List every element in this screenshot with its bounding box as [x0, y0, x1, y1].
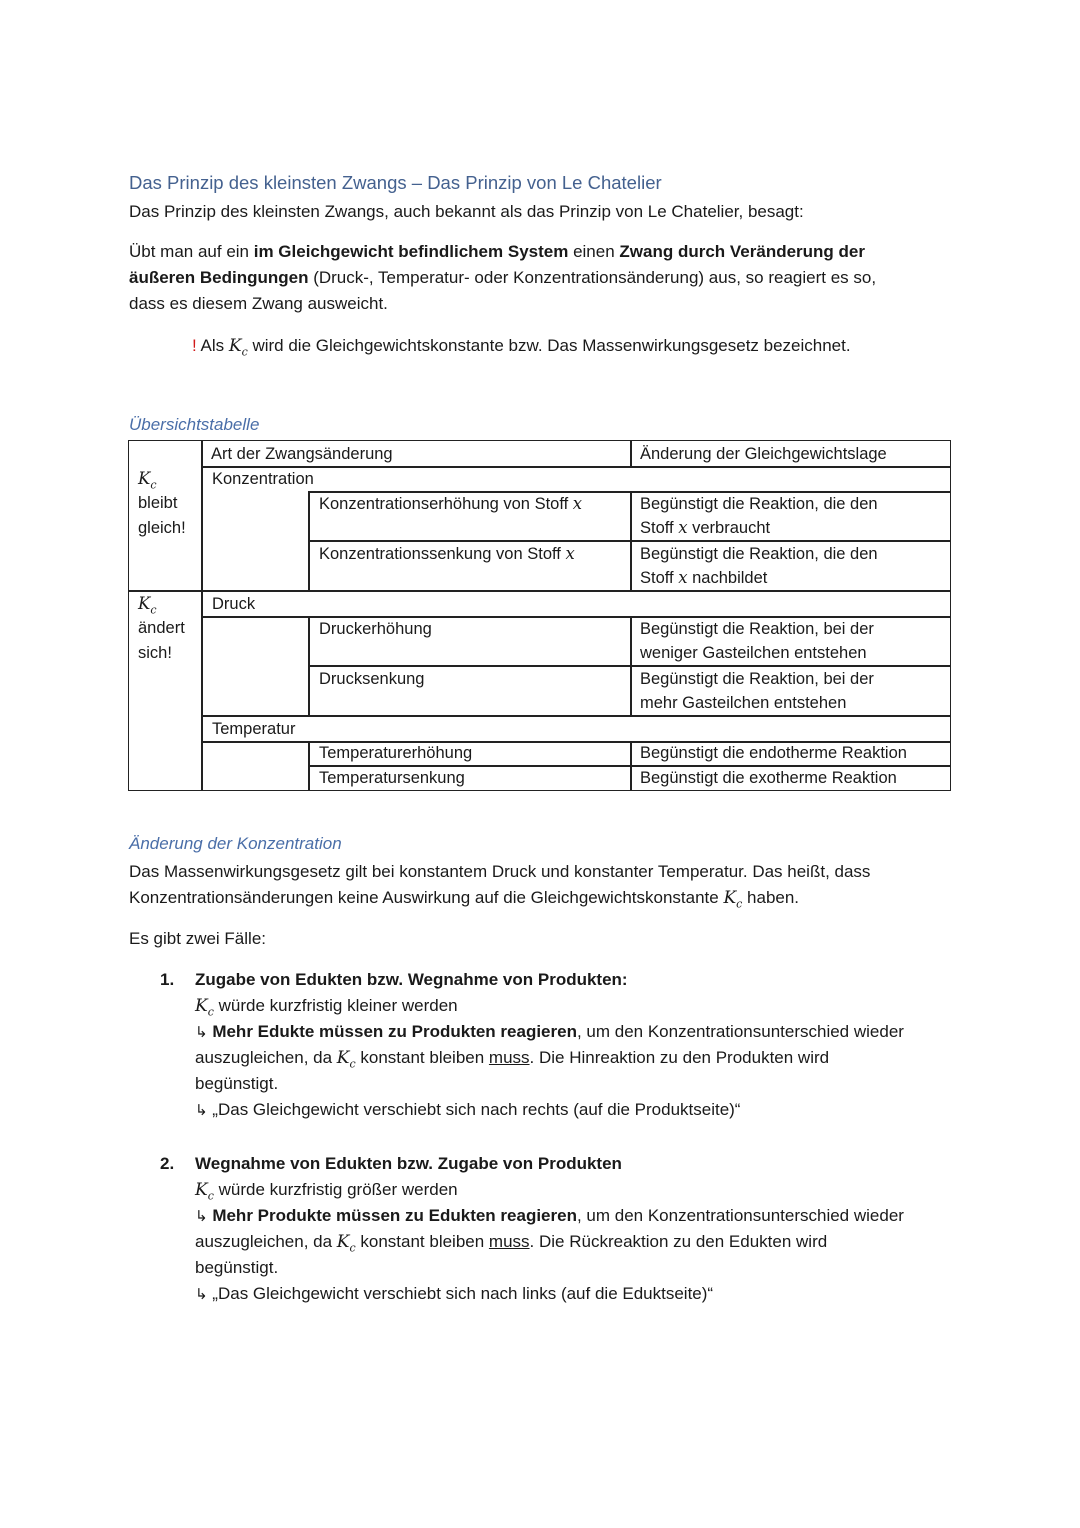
- kc-k: K: [723, 888, 737, 908]
- principle-bold: äußeren Bedingungen: [129, 268, 309, 287]
- case-text: „Das Gleichgewicht verschiebt sich nach links (auf die Eduktseite)“: [207, 1284, 714, 1303]
- case-text: auszugleichen, da: [195, 1048, 337, 1067]
- arrow-icon: ↳: [195, 1285, 208, 1303]
- temp-down: Temperatursenkung: [319, 769, 465, 787]
- kc-symbol: [195, 996, 214, 1019]
- case-text: auszugleichen, da: [195, 1232, 337, 1251]
- variable-x: x: [678, 568, 688, 587]
- kc-c: c: [349, 1057, 356, 1071]
- arrow-icon: ↳: [195, 1101, 208, 1119]
- kc-same-label: bleibt: [138, 494, 178, 512]
- case-bold: Mehr Produkte müssen zu Edukten reagieren: [212, 1206, 577, 1225]
- case-number: 2.: [160, 1154, 175, 1173]
- arrow-icon: ↳: [195, 1023, 208, 1041]
- header-change: Art der Zwangsänderung: [211, 445, 393, 463]
- effect-text: Stoff: [640, 569, 679, 587]
- case-text: , um den Konzentrationsunterschied wieder: [576, 1206, 904, 1225]
- case-number: 1.: [160, 970, 175, 989]
- section-text: [129, 885, 799, 917]
- case-text: würde kurzfristig kleiner werden: [213, 996, 458, 1015]
- table-line: [630, 441, 632, 466]
- kc-k: K: [138, 469, 151, 488]
- kc-k: K: [336, 1232, 350, 1252]
- exclamation-mark: !: [192, 336, 197, 355]
- temp-down-effect: Begünstigt die exotherme Reaktion: [640, 769, 897, 787]
- kc-changes-label: ändert: [138, 619, 185, 637]
- konz-up: [319, 492, 582, 516]
- case-text: konstant bleiben: [355, 1048, 489, 1067]
- section-text: Das Massenwirkungsgesetz gilt bei konstantem Druck und konstanter Temperatur. Das heißt, dass: [129, 862, 871, 881]
- case-1: [160, 967, 960, 1127]
- table-line: [201, 715, 950, 717]
- konz-down-effect-2: [640, 566, 767, 590]
- principle-line-2: [129, 265, 876, 291]
- category-konzentration: Konzentration: [212, 470, 314, 488]
- principle-text: (Druck-, Temperatur- oder Konzentrationsänderung) aus, so reagiert es so,: [308, 268, 877, 287]
- case-text: würde kurzfristig größer werden: [213, 1180, 458, 1199]
- case-bold: Mehr Edukte müssen zu Produkten reagieren: [212, 1022, 577, 1041]
- note-text: Als: [196, 336, 229, 355]
- kc-symbol: [336, 1232, 356, 1255]
- case-2: [160, 1151, 960, 1311]
- page-title: Das Prinzip des kleinsten Zwangs – Das Prinzip von Le Chatelier: [129, 172, 662, 193]
- section-text-part: Konzentrationsänderungen keine Auswirkung auf die Gleichgewichtskonstante: [129, 888, 724, 907]
- principle-text: Übt man auf ein: [129, 242, 254, 261]
- arrow-icon: ↳: [195, 1207, 208, 1225]
- druck-up-effect: Begünstigt die Reaktion, bei der: [640, 620, 874, 638]
- kc-symbol: [723, 888, 743, 911]
- kc-k: K: [195, 1180, 208, 1200]
- case-text: , um den Konzentrationsunterschied wieder: [576, 1022, 904, 1041]
- case-line: [195, 1281, 713, 1307]
- table-caption: Übersichtstabelle: [129, 415, 260, 434]
- case-text: . Die Hinreaktion zu den Produkten wird: [529, 1048, 830, 1067]
- principle-bold: Zwang durch Veränderung der: [619, 242, 865, 261]
- druck-down-effect-2: mehr Gasteilchen entstehen: [640, 694, 847, 712]
- case-line: [195, 1019, 904, 1045]
- note-text: wird die Gleichgewichtskonstante bzw. Das Massenwirkungsgesetz bezeichnet.: [247, 336, 851, 355]
- case-line: begünstigt.: [195, 1074, 279, 1093]
- category-temperatur: Temperatur: [212, 720, 296, 738]
- case-line: begünstigt.: [195, 1258, 279, 1277]
- temp-up: Temperaturerhöhung: [319, 744, 473, 762]
- principle-line-3: dass es diesem Zwang ausweicht.: [129, 294, 388, 313]
- konz-down: [319, 542, 575, 566]
- temp-up-effect: Begünstigt die endotherme Reaktion: [640, 744, 907, 762]
- overview-table: [128, 440, 951, 791]
- kc-c: c: [150, 603, 157, 617]
- druck-down-effect: Begünstigt die Reaktion, bei der: [640, 670, 874, 688]
- effect-text: nachbildet: [687, 569, 768, 587]
- principle-line-1: [129, 239, 865, 265]
- case-text: „Das Gleichgewicht verschiebt sich nach rechts (auf die Produktseite)“: [207, 1100, 741, 1119]
- case-line: [195, 1045, 829, 1077]
- section-heading: Änderung der Konzentration: [129, 834, 342, 853]
- kc-symbol: [195, 1180, 214, 1203]
- kc-c: c: [207, 1189, 214, 1203]
- konz-up-text: Konzentrationserhöhung von Stoff: [319, 495, 573, 513]
- category-druck: Druck: [212, 595, 256, 613]
- case-text: konstant bleiben: [355, 1232, 489, 1251]
- section-text-part: haben.: [742, 888, 800, 907]
- case-text: . Die Rückreaktion zu den Edukten wird: [529, 1232, 828, 1251]
- kc-k: K: [228, 336, 242, 356]
- case-line: [195, 1203, 904, 1229]
- druck-up-effect-2: weniger Gasteilchen entstehen: [640, 644, 867, 662]
- intro-text: Das Prinzip des kleinsten Zwangs, auch bekannt als das Prinzip von Le Chatelier, besagt:: [129, 202, 804, 221]
- druck-up: Druckerhöhung: [319, 620, 432, 638]
- kc-k: K: [195, 996, 208, 1016]
- cases-intro: Es gibt zwei Fälle:: [129, 929, 266, 948]
- kc-k: K: [336, 1048, 350, 1068]
- kc-symbol: [228, 336, 248, 359]
- principle-text: einen: [568, 242, 620, 261]
- kc-c: c: [241, 345, 248, 359]
- case-title: Zugabe von Edukten bzw. Wegnahme von Produkten:: [195, 970, 628, 989]
- kc-c: c: [207, 1005, 214, 1019]
- kc-c: c: [150, 478, 157, 492]
- note-line: [192, 333, 851, 365]
- header-effect: Änderung der Gleichgewichtslage: [640, 445, 887, 463]
- case-title: Wegnahme von Edukten bzw. Zugabe von Produkten: [195, 1154, 622, 1173]
- principle-bold: im Gleichgewicht befindlichem System: [253, 242, 569, 261]
- case-line: [195, 1229, 827, 1261]
- kc-c: c: [349, 1241, 356, 1255]
- effect-text: verbraucht: [687, 519, 771, 537]
- kc-k: K: [138, 594, 151, 613]
- konz-down-text: Konzentrationssenkung von Stoff: [319, 545, 566, 563]
- case-underline: muss: [488, 1048, 530, 1067]
- druck-down: Drucksenkung: [319, 670, 425, 688]
- variable-x: x: [572, 494, 583, 513]
- kc-same-label: gleich!: [138, 519, 186, 537]
- variable-x: x: [678, 518, 688, 537]
- kc-symbol: [336, 1048, 356, 1071]
- konz-up-effect-2: [640, 516, 770, 540]
- kc-c: c: [736, 897, 743, 911]
- case-underline: muss: [488, 1232, 530, 1251]
- konz-down-effect: Begünstigt die Reaktion, die den: [640, 545, 878, 563]
- effect-text: Stoff: [640, 519, 679, 537]
- kc-changes-label: sich!: [138, 644, 172, 662]
- case-line: [195, 1097, 740, 1123]
- konz-up-effect: Begünstigt die Reaktion, die den: [640, 495, 878, 513]
- variable-x: x: [565, 544, 575, 563]
